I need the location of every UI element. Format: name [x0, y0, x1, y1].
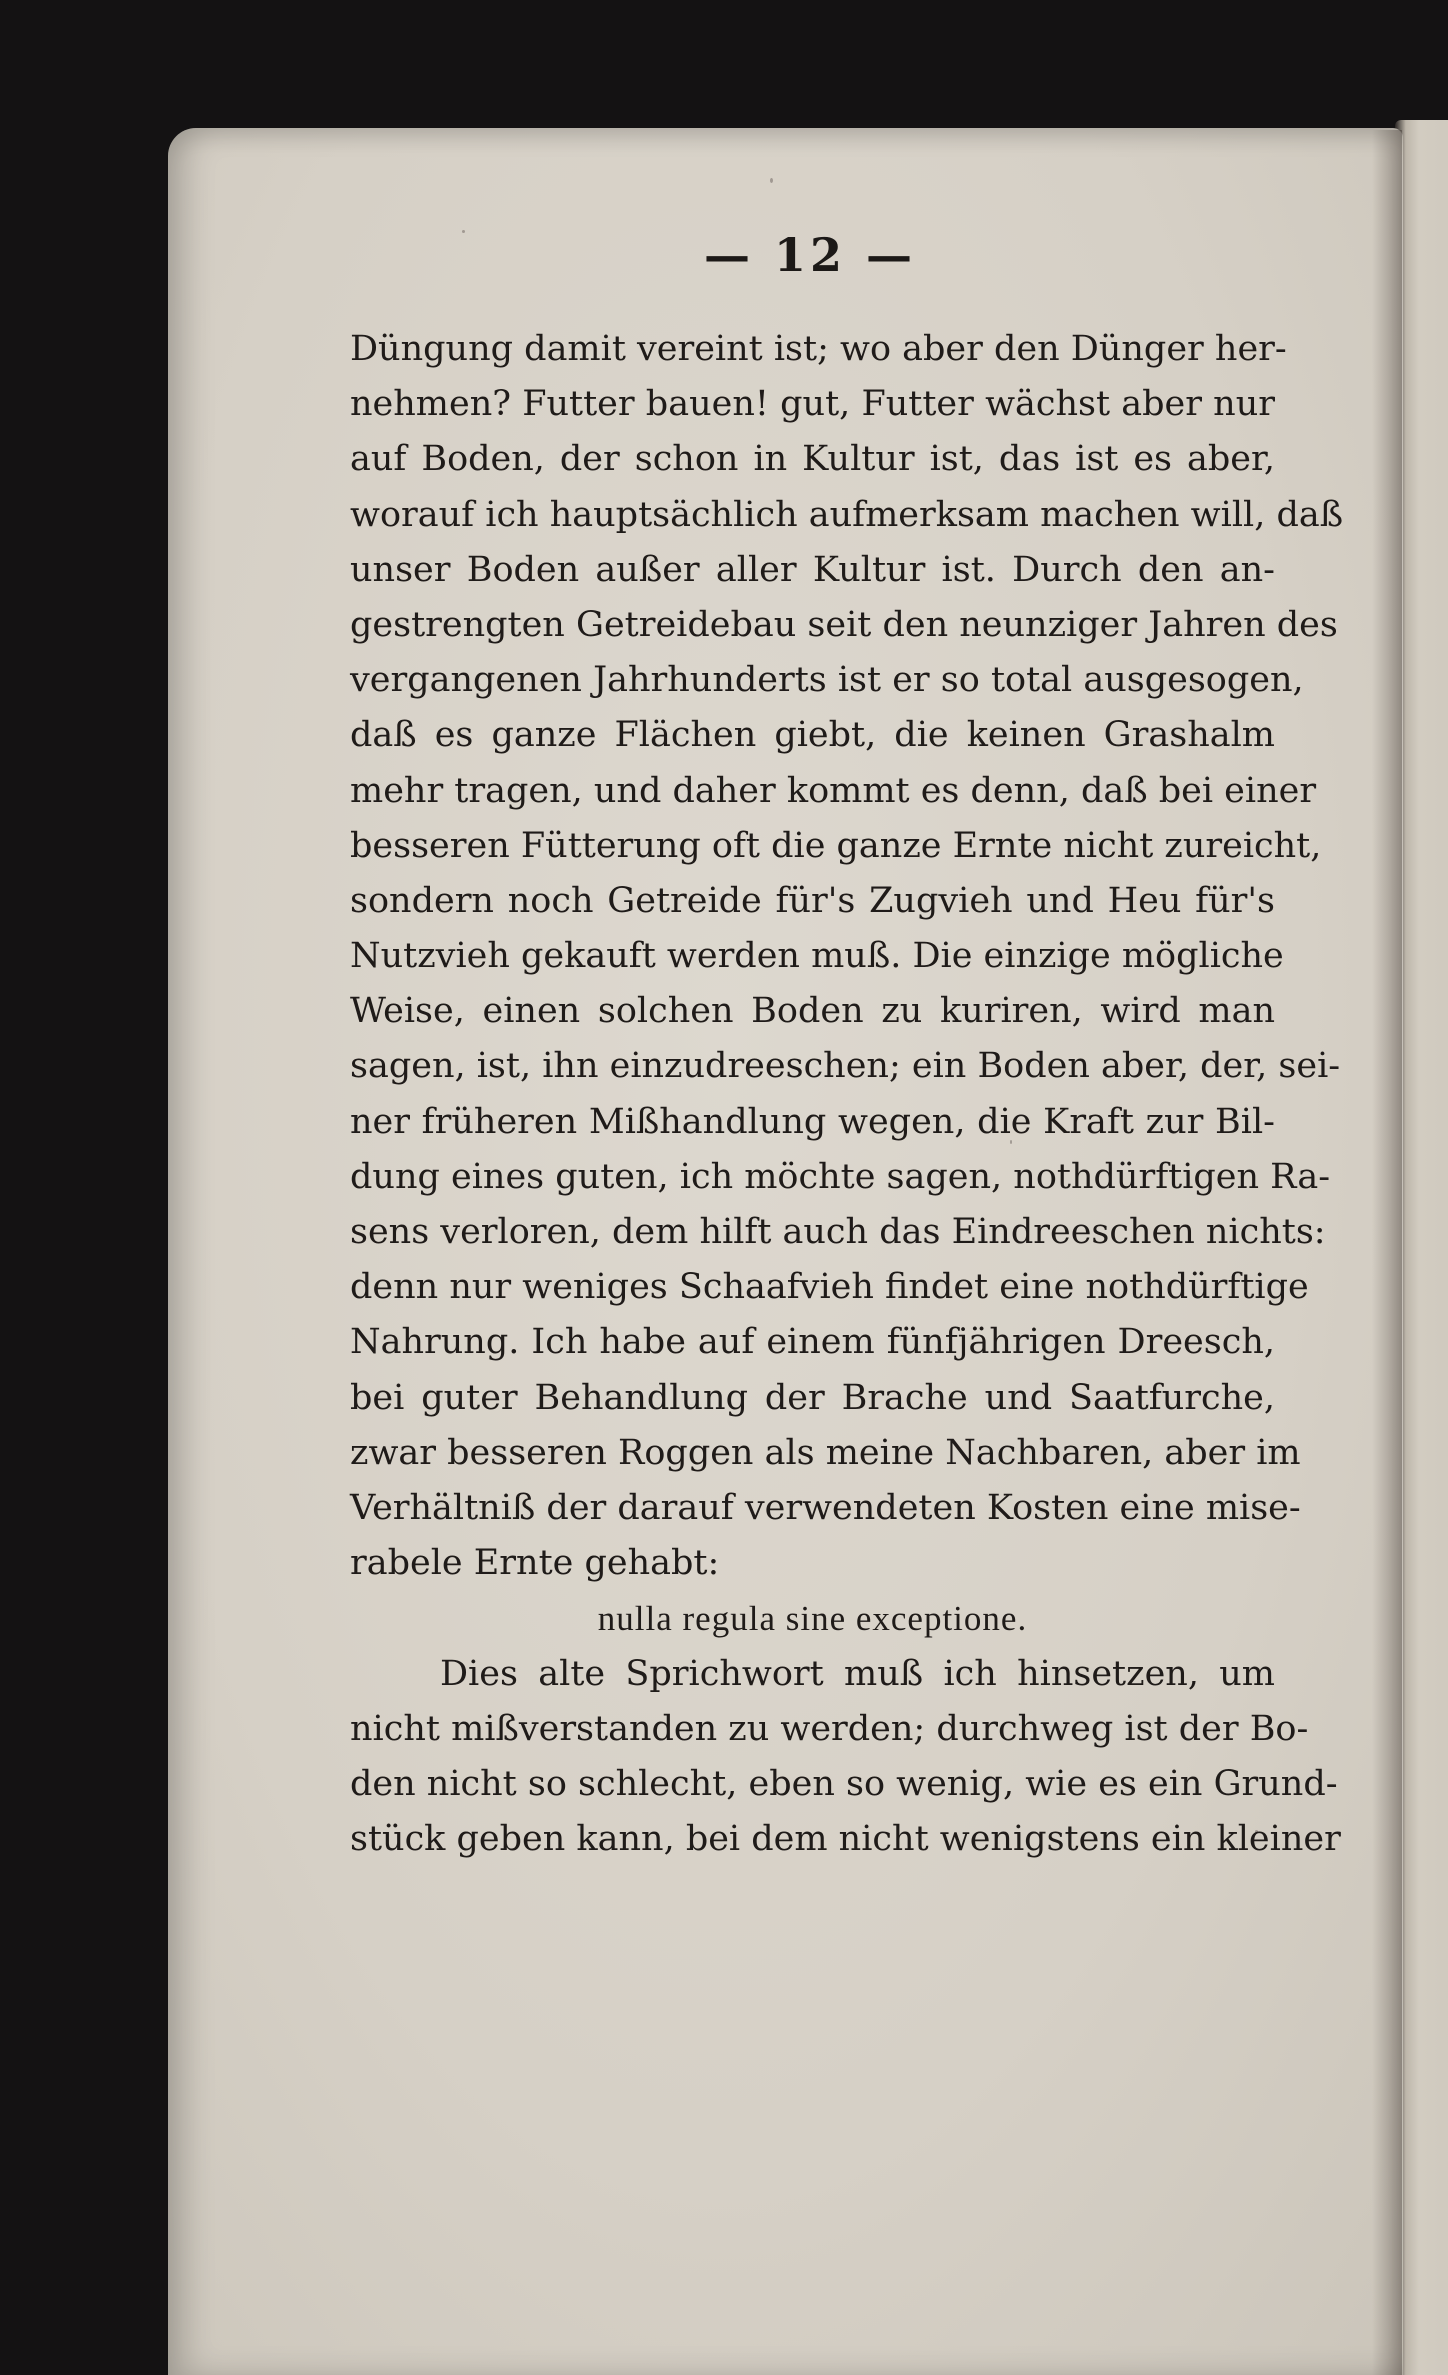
- page-body-text: [350, 322, 1344, 1867]
- text-line: gestrengten Getreidebau seit den neunziger Jahren des: [350, 604, 1338, 645]
- text-line: mehr tragen, und daher kommt es denn, daß bei einer: [350, 770, 1317, 811]
- text-line: Düngung damit vereint ist; wo aber den Dünger her-: [350, 329, 1287, 369]
- page-number: — 12 —: [703, 228, 917, 282]
- text-line: denn nur weniges Schaafvieh findet eine nothdürftige: [350, 1267, 1309, 1308]
- text-line: vergangenen Jahrhunderts ist er so total ausgesogen,: [350, 660, 1304, 701]
- text-line: zwar besseren Roggen als meine Nachbaren, aber im: [350, 1432, 1301, 1473]
- text-line: Dies alte Sprichwort muß ich hinsetzen, um: [440, 1653, 1275, 1694]
- text-line: ner früheren Mißhandlung wegen, die Kraft zur Bil-: [350, 1101, 1275, 1142]
- latin-motto: nulla regula sine exceptione.: [597, 1599, 1028, 1639]
- paper-speck: [770, 178, 773, 183]
- text-line: daß es ganze Flächen giebt, die keinen Grashalm: [350, 715, 1275, 756]
- gutter-shadow: [1372, 130, 1402, 2375]
- text-line: auf Boden, der schon in Kultur ist, das ist es aber,: [350, 439, 1275, 480]
- text-line: Nutzvieh gekauft werden muß. Die einzige mögliche: [350, 936, 1284, 977]
- text-line: nicht mißverstanden zu werden; durchweg ist der Bo-: [350, 1708, 1309, 1749]
- text-line: unser Boden außer aller Kultur ist. Durch den an-: [350, 549, 1275, 590]
- text-line: rabele Ernte gehabt:: [350, 1543, 720, 1584]
- text-line: sens verloren, dem hilft auch das Eindreeschen nichts:: [350, 1212, 1326, 1252]
- text-line: Nahrung. Ich habe auf einem fünfjährigen Dreesch,: [350, 1322, 1275, 1363]
- text-line: den nicht so schlecht, eben so wenig, wie es ein Grund-: [350, 1763, 1338, 1804]
- text-line: besseren Fütterung oft die ganze Ernte nicht zureicht,: [350, 825, 1322, 866]
- text-line: sagen, ist, ihn einzudreeschen; ein Boden aber, der, sei-: [350, 1046, 1341, 1087]
- text-line: bei guter Behandlung der Brache und Saatfurche,: [350, 1377, 1275, 1418]
- text-line: nehmen? Futter bauen! gut, Futter wächst aber nur: [350, 384, 1275, 425]
- text-line: sondern noch Getreide für's Zugvieh und Heu für's: [350, 880, 1275, 921]
- text-line: Weise, einen solchen Boden zu kuriren, wird man: [350, 991, 1275, 1032]
- paper-speck: [462, 230, 465, 233]
- text-line: worauf ich hauptsächlich aufmerksam machen will, daß: [350, 494, 1344, 535]
- text-line: dung eines guten, ich möchte sagen, nothdürftigen Ra-: [350, 1156, 1331, 1197]
- text-line: Verhältniß der darauf verwendeten Kosten eine mise-: [350, 1487, 1301, 1528]
- text-line: stück geben kann, bei dem nicht wenigstens ein kleiner: [350, 1819, 1341, 1860]
